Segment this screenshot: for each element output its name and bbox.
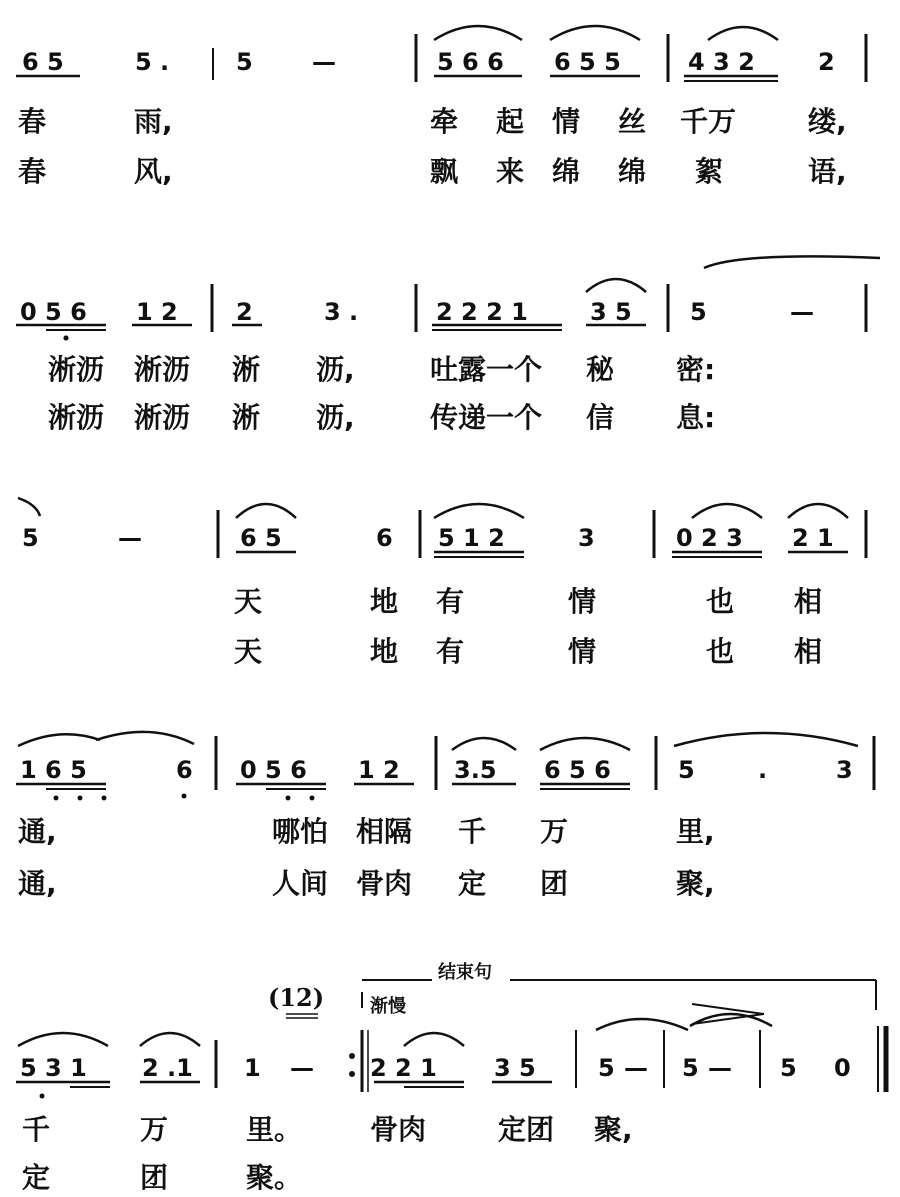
lyric-verse1: 定团: [498, 1113, 555, 1146]
note-group: 3 5: [494, 1054, 536, 1082]
extension-dash: —: [708, 1054, 732, 1082]
lyric-verse1: 缕,: [808, 105, 847, 138]
tie: [18, 498, 40, 516]
note-group: 5: [780, 1054, 797, 1082]
lyric-verse2: 淅: [232, 401, 261, 434]
lyric-verse1: 沥,: [316, 353, 355, 386]
lyric-verse1: 丝: [618, 105, 647, 138]
octave-dot: [102, 796, 107, 801]
note-group: 5: [690, 298, 707, 326]
lyric-verse2: 息:: [676, 401, 716, 434]
slur: [540, 738, 630, 750]
slur: [788, 504, 848, 518]
note-group: 5 .: [135, 48, 170, 76]
note-group: 6: [176, 756, 193, 784]
lyric-verse1: 情: [552, 105, 581, 138]
ending-label: 结束句: [438, 962, 492, 983]
note-group: 2: [236, 298, 253, 326]
lyric-verse1: 通,: [18, 815, 57, 848]
note-group: 4 3 2: [688, 48, 755, 76]
octave-dot: [40, 1094, 45, 1099]
note-group: 3 .: [324, 298, 359, 326]
lyric-verse1: 也: [706, 585, 735, 618]
slur: [434, 504, 524, 518]
note-group: 5: [682, 1054, 699, 1082]
lyric-verse2: 绵: [618, 155, 647, 188]
lyric-verse1: 秘: [586, 353, 615, 386]
lyric-verse1: 淅沥: [48, 353, 105, 386]
tempo-label: 渐慢: [370, 996, 406, 1017]
lyric-verse2: 定: [458, 867, 487, 900]
lyric-verse2: 团: [540, 867, 569, 900]
note-group: 1 2: [358, 756, 400, 784]
octave-dot: [54, 796, 59, 801]
lyric-verse2: 地: [370, 635, 399, 668]
octave-dot: [310, 796, 315, 801]
lyric-verse2: 传递一个: [430, 401, 543, 434]
decrescendo-mark: [692, 1004, 764, 1014]
lyric-verse1: 相隔: [356, 815, 413, 848]
lyric-verse2: 情: [568, 635, 597, 668]
tie: [704, 256, 880, 268]
note-group: 0: [834, 1054, 851, 1082]
octave-dot: [182, 794, 187, 799]
lyric-verse2: 飘: [430, 155, 459, 188]
lyric-verse2: 聚,: [676, 867, 715, 900]
note-group: 5: [678, 756, 695, 784]
lyric-verse2: 信: [586, 401, 615, 434]
note-group: 2 2 2 1: [436, 298, 528, 326]
repeat-dot: [349, 1053, 355, 1059]
note-group: 6 5 6: [544, 756, 611, 784]
slur: [586, 279, 646, 292]
lyric-verse2: 淅沥: [48, 401, 105, 434]
note-group: 5: [598, 1054, 615, 1082]
lyric-verse1: 地: [370, 585, 399, 618]
slur: [674, 733, 858, 746]
octave-dot: [64, 336, 69, 341]
lyric-verse1: 天: [234, 585, 263, 618]
note-group: 6: [376, 524, 393, 552]
note-group: 2: [818, 48, 835, 76]
slur: [452, 738, 516, 750]
lyric-verse1: 千: [22, 1113, 51, 1146]
lyric-verse2: 人间: [272, 867, 329, 900]
lyric-verse2: 来: [496, 155, 525, 188]
slur: [434, 26, 522, 40]
slur: [404, 1033, 464, 1046]
lyric-verse1: 聚,: [594, 1113, 633, 1146]
lyric-verse1: 起: [496, 105, 525, 138]
lyric-verse1: 相: [794, 585, 823, 618]
note-group: 6 5: [240, 524, 282, 552]
tie: [690, 1014, 772, 1026]
slur: [140, 1033, 200, 1046]
lyric-verse1: 哪怕: [272, 815, 329, 848]
extension-dash: —: [790, 298, 814, 326]
lyric-verse2: 定: [22, 1161, 51, 1194]
lyric-verse2: 聚。: [246, 1161, 303, 1194]
lyric-verse1: 淅: [232, 353, 261, 386]
lyric-verse1: 里。: [246, 1113, 303, 1146]
extension-dash: —: [624, 1054, 648, 1082]
lyric-verse1: 情: [568, 585, 597, 618]
note-group: 5 1 2: [438, 524, 505, 552]
lyric-verse2: 春: [18, 155, 47, 188]
note-group: 0 2 3: [676, 524, 743, 552]
slur: [96, 732, 194, 744]
lyric-verse1: 淅沥: [134, 353, 191, 386]
slur: [18, 1033, 108, 1046]
note-group: 6 5: [22, 48, 64, 76]
lyric-verse2: 絮: [695, 155, 724, 188]
lyric-verse2: 沥,: [316, 401, 355, 434]
note-group: .: [758, 756, 768, 784]
lyric-verse2: 相: [794, 635, 823, 668]
lyric-verse1: 密:: [676, 353, 716, 386]
lyric-verse1: 千万: [680, 105, 737, 138]
lyric-verse1: 有: [436, 585, 465, 618]
lyric-verse1: 万: [140, 1113, 169, 1146]
repeat-dot: [349, 1071, 355, 1077]
lyric-verse2: 风,: [134, 155, 173, 188]
lyric-verse1: 万: [540, 815, 569, 848]
slur: [550, 26, 640, 40]
extension-dash: —: [290, 1054, 314, 1082]
note-group: 3.5: [454, 756, 497, 784]
note-group: 1 2: [136, 298, 178, 326]
lyric-verse1: 牵: [430, 105, 459, 138]
note-group: 5 6 6: [437, 48, 504, 76]
slur: [236, 504, 296, 518]
note-group: 2 1: [792, 524, 834, 552]
slur: [708, 27, 778, 40]
lyric-verse2: 绵: [552, 155, 581, 188]
note-group: 2 .1: [142, 1054, 193, 1082]
lyric-verse1: 千: [458, 815, 487, 848]
note-group: 3: [578, 524, 595, 552]
lyric-verse1: 骨肉: [370, 1113, 427, 1146]
note-group: 5: [236, 48, 253, 76]
measure-marker: (12): [268, 983, 325, 1012]
note-group: 5: [22, 524, 39, 552]
lyric-verse1: 吐露一个: [430, 353, 543, 386]
slur: [692, 504, 762, 518]
lyric-verse1: 春: [18, 105, 47, 138]
octave-dot: [78, 796, 83, 801]
extension-dash: —: [312, 48, 336, 76]
note-group: 0 5 6: [20, 298, 87, 326]
lyric-verse2: 有: [436, 635, 465, 668]
lyric-verse1: 雨,: [134, 105, 173, 138]
lyric-verse2: 骨肉: [356, 867, 413, 900]
note-group: 1: [244, 1054, 261, 1082]
lyric-verse2: 淅沥: [134, 401, 191, 434]
note-group: 1 6 5: [20, 756, 87, 784]
note-group: 6 5 5: [554, 48, 621, 76]
extension-dash: —: [118, 524, 142, 552]
lyric-verse2: 天: [234, 635, 263, 668]
note-group: 3 5: [590, 298, 632, 326]
note-group: 0 5 6: [240, 756, 307, 784]
note-group: 3: [836, 756, 853, 784]
slur: [18, 734, 100, 746]
note-group: 2 2 1: [370, 1054, 437, 1082]
lyric-verse2: 通,: [18, 867, 57, 900]
note-group: 5 3 1: [20, 1054, 87, 1082]
lyric-verse2: 也: [706, 635, 735, 668]
lyric-verse1: 里,: [676, 815, 715, 848]
octave-dot: [286, 796, 291, 801]
lyric-verse2: 语,: [808, 155, 847, 188]
tie: [596, 1019, 688, 1030]
lyric-verse2: 团: [140, 1161, 169, 1194]
